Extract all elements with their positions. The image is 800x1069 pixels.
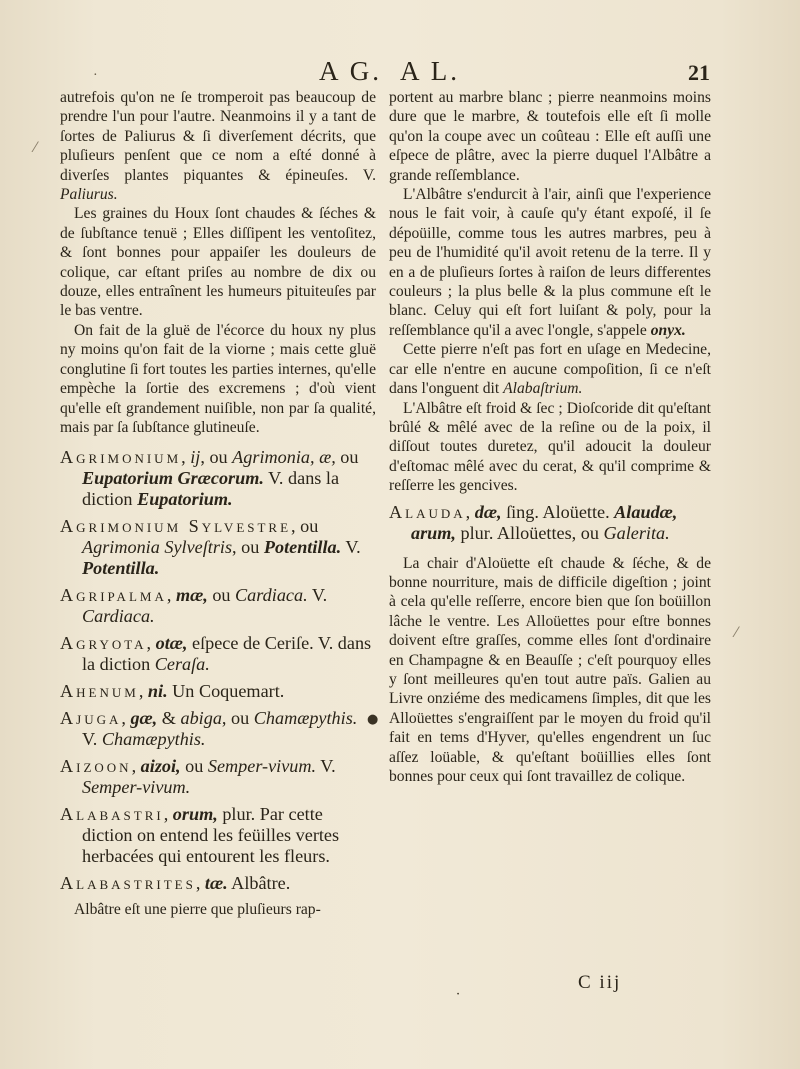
entry-headword: Agryota bbox=[60, 633, 147, 654]
margin-mark: ⁄ bbox=[34, 140, 37, 156]
entry-headword: Alabastri bbox=[60, 804, 164, 825]
dictionary-entry: Agrimonium, ij, ou Agrimonia, æ, ou Eupatorium Græcorum. V. dans la diction Eupatorium. bbox=[60, 447, 359, 510]
entry-headword: Agripalma bbox=[60, 585, 167, 606]
right-column bbox=[389, 88, 711, 786]
entry-headword: Agrimonium bbox=[60, 447, 182, 468]
entry-headword: Aizoon bbox=[60, 756, 132, 777]
dictionary-entry: Agrimonium Sylvestre, ou Agrimonia Sylveſtris, ou Potentilla. V. Potentilla. bbox=[60, 516, 361, 579]
dictionary-entry: Alabastrites, tæ. Albâtre. bbox=[60, 873, 291, 894]
dictionary-entry: Agryota, otæ, eſpece de Ceriſe. V. dans la diction Ceraſa. bbox=[60, 633, 372, 675]
ink-dot: · bbox=[456, 987, 461, 1002]
signature-mark: C iij bbox=[578, 972, 622, 993]
header-right-letters: A L. bbox=[400, 56, 461, 86]
margin-mark: ⁄ bbox=[735, 625, 738, 641]
entry-headword: Ajuga bbox=[60, 708, 122, 729]
corner-mark: · bbox=[93, 68, 98, 83]
dictionary-entry-alauda: Alauda, dæ, ſing. Aloüette. Alaudæ, arum, plur. Alloüettes, ou Galerita. bbox=[389, 501, 678, 543]
paragraph-houx-glue: On fait de la gluë de l'écorce du houx ny plus ny moins qu'on fait de la viorne ; mais cette gluë conglutine ſi fort toutes les parties internes, qu'elle empèche la ſortie des excremens ; d'où vient qu'elle eſt grandement nuiſible, non par ſa qualité, mais par ſa ſubſtance glutineuſe. bbox=[60, 321, 376, 436]
page-number: 21 bbox=[688, 60, 710, 85]
paragraph-alouette: La chair d'Aloüette eſt chaude & ſéche, & de bonne nourriture, mais de difficile digeſtion ; joint à cela qu'elle reſſerre, encore bien que ſon boüillon lâche le ventre. Les Alloüettes pour eſtre bonnes doivent eſtre graſſes, comme elles ſont d'ordinaire en Champagne & en Beauſſe ; c'eſt pourquoy elles y ſont meilleures qu'en tout autre païs. Galien au Livre onziéme des medicamens ſimples, dit que les Alloüettes s'engraiſſent par le moyen du froid qu'il fait en tems d'Hyver, qu'elles engendrent un ſuc aſſez loüable, & qu'eſtant boüillies elles ſont bonnes pour ceux qui ſont travaillez de colique. bbox=[389, 554, 711, 785]
dictionary-entry: Aizoon, aizoi, ou Semper-vivum. V. Semper-vivum. bbox=[60, 756, 336, 798]
entry-headword: Alauda bbox=[389, 501, 466, 522]
running-header bbox=[0, 56, 800, 90]
paragraph-albatre-froid: L'Albâtre eſt froid & ſec ; Dioſcoride dit qu'eſtant brûlé & mêlé avec de la reſine ou de la poix, il diſſout toutes duretez, qu'il adoucit la douleur d'eſtomac mêlé avec du cerat, & qu'il comprime & reſſerre les gencives. bbox=[389, 399, 711, 495]
paragraph-albatre-air: L'Albâtre s'endurcit à l'air, ainſi que l'experience nous le fait voir, à cauſe qu'y étant expoſé, il ſe dépoüille, comme tous les autres marbres, peu à peu de l'humidité qu'il avoit retenu de la terre. Il y en a de pluſieurs ſortes à raiſon de leurs differentes couleurs ; la plus belle & la plus commune eſt le blanc. Celuy qui eſt fort luiſant & poly, pour la reſſemblance qu'il a avec l'ongle, s'appele onyx. bbox=[389, 186, 711, 339]
dictionary-entry: Alabastri, orum, plur. Par cette diction on entend les feüilles vertes herbacées qui entourent les fleurs. bbox=[60, 804, 340, 867]
dictionary-entry: Ajuga, gæ, & abiga, ou Chamæpythis. V. Chamæpythis. bbox=[60, 708, 358, 750]
ink-dot: ● bbox=[367, 712, 379, 727]
entry-headword: Agrimonium Sylvestre bbox=[60, 516, 292, 537]
dictionary-entry: Ahenum, ni. Un Coquemart. bbox=[60, 681, 285, 702]
cross-reference: Paliurus. bbox=[60, 186, 118, 204]
entry-headword: Ahenum bbox=[60, 681, 139, 702]
header-left-letters: A G. bbox=[318, 56, 382, 86]
left-column bbox=[60, 88, 379, 920]
paragraph-albatre-medecine: Cette pierre n'eſt pas fort en uſage en Medecine, car elle n'entre en aucune compoſition, ſi ce n'eſt dans l'onguent dit Alabaſtrium. bbox=[389, 341, 711, 398]
paragraph-paliurus: autrefois qu'on ne ſe tromperoit pas beaucoup de prendre l'un pour l'autre. Neanmoins il y a tant de ſortes de Paliurus & ſi diverſement décrits, que pluſieurs penſent que ce nom a eſté donné à diverſes plantes piquantes & épineuſes. V. Paliurus. bbox=[60, 89, 376, 204]
dictionary-entry: Agripalma, mæ, ou Cardiaca. V. Cardiaca. bbox=[60, 585, 328, 627]
paragraph-houx-graines: Les graines du Houx ſont chaudes & ſéches & de ſubſtance tenuë ; Elles diſſipent les ventoſitez, & ſont bonnes pour appaiſer les douleurs de colique, car eſtant priſes au nombre de dix ou douze, elles entraînent les humeurs pituiteuſes par le bas ventre. bbox=[60, 205, 376, 320]
paragraph-albatre-start: Albâtre eſt une pierre que pluſieurs rap- bbox=[74, 901, 321, 919]
paragraph-albatre-cont: portent au marbre blanc ; pierre neanmoins moins dure que le marbre, & toutefois elle eſt ſi molle qu'on la coupe avec un coûteau : Elle eſt auſſi une eſpece de plâtre, avec la pierre duquel l'Albâtre a grande reſſemblance. bbox=[389, 89, 711, 184]
entry-headword: Alabastrites bbox=[60, 873, 196, 894]
